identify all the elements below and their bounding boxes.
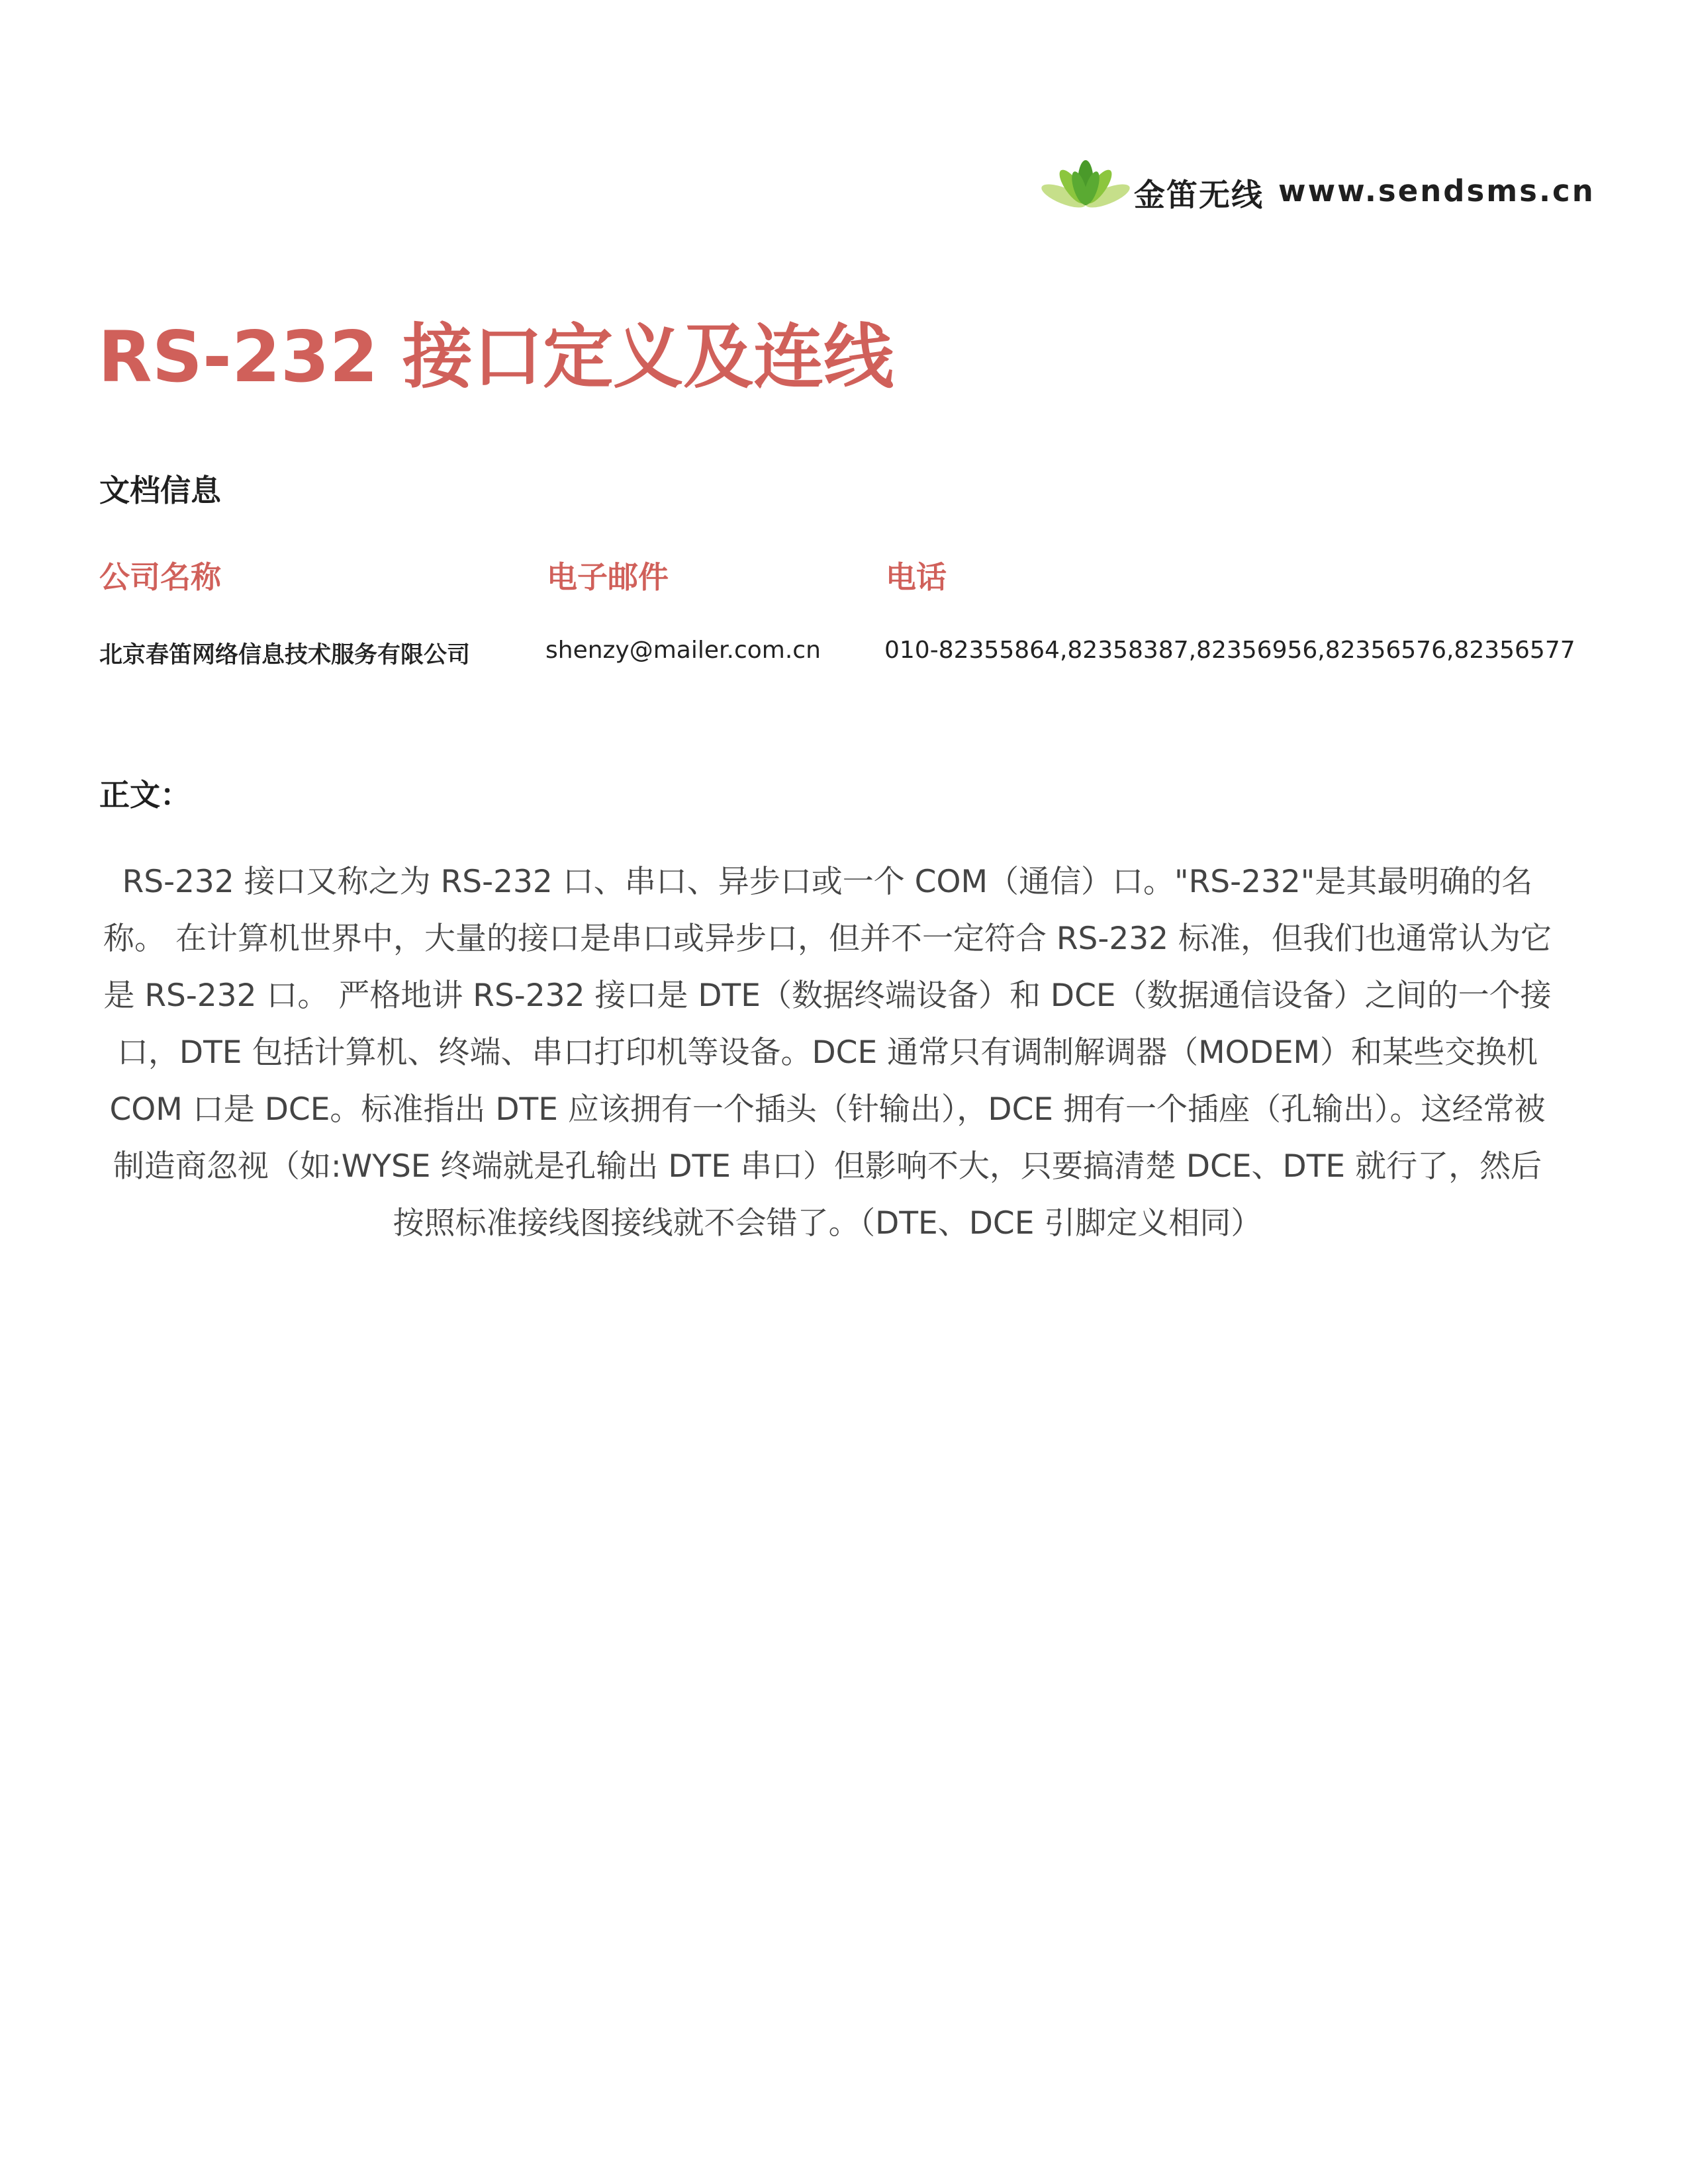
brand-url: www.sendsms.cn bbox=[1278, 173, 1595, 208]
brand-name: 金笛无线 bbox=[1134, 177, 1264, 214]
green-leaves-logo-icon bbox=[1036, 158, 1135, 224]
email-column-header: 电子邮件 bbox=[547, 559, 669, 595]
page-title: RS-232 接口定义及连线 bbox=[98, 316, 894, 398]
phone-value: 010-82355864,82358387,82356956,82356576,82356577 bbox=[884, 637, 1575, 664]
phone-column-header: 电话 bbox=[886, 559, 947, 595]
email-value: shenzy@mailer.com.cn bbox=[545, 637, 821, 664]
brand-header bbox=[1036, 158, 1595, 224]
document-info-heading: 文档信息 bbox=[99, 473, 221, 508]
company-value: 北京春笛网络信息技术服务有限公司 bbox=[99, 642, 471, 668]
body-heading: 正文： bbox=[99, 777, 191, 813]
body-paragraph: RS-232 接口又称之为 RS-232 口、串口、异步口或一个 COM（通信）口。"RS-232"是其最明确的名称。 在计算机世界中，大量的接口是串口或异步口，但并不一定符合 RS-232 标准，但我们也通常认为它是 RS-232 口。 严格地讲 RS-232 接口是 DTE（数据终端设备）和 DCE（数据通信设备）之间的一个接口，DTE 包括计算机、终端、串口打印机等设备。DCE 通常只有调制解调器（MODEM）和某些交换机 COM 口是 DCE。标准指出 DTE 应该拥有一个插头（针输出），DCE 拥有一个插座（孔输出）。这经常被制造商忽视（如:WYSE 终端就是孔输出 DTE 串口）但影响不大，只要搞清楚 DCE、DTE 就行了，然后按照标准接线图接线就不会错了。（DTE、DCE 引脚定义相同） bbox=[103, 864, 1552, 1242]
company-column-header: 公司名称 bbox=[99, 559, 221, 595]
